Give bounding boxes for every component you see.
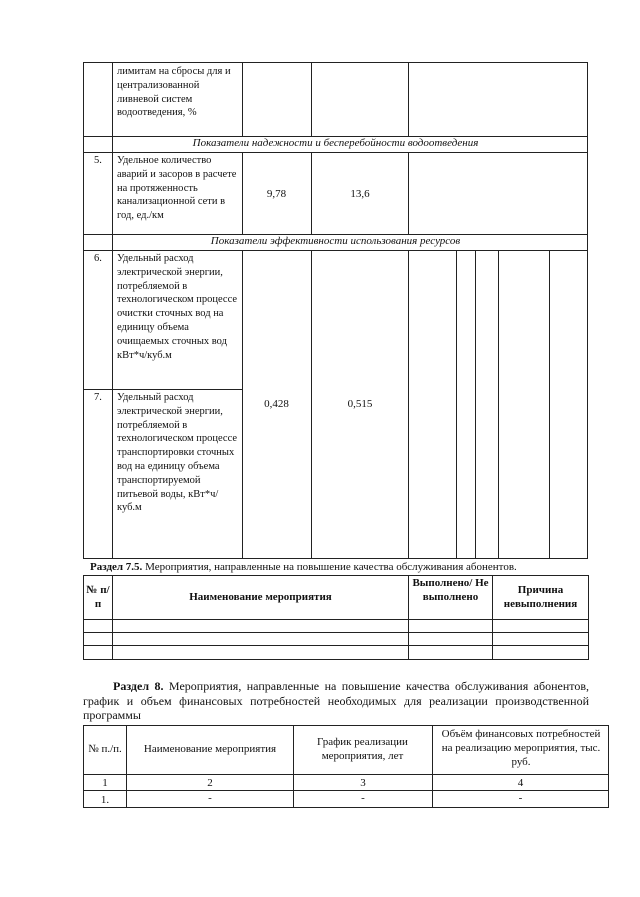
s75-col-name: Наименование мероприятия: [189, 591, 332, 603]
row67-fact-value: 0,515: [347, 398, 373, 410]
row7-name: Удельный расход электрической энергии, потребляемой в технологическом процессе транспортировки сточных вод на единицу объема транспортируемой питьевой воды, кВт*ч/куб.м: [117, 392, 238, 514]
s8-row1-finance: -: [518, 792, 523, 804]
row5-plan-value: 9,78: [266, 188, 287, 200]
s8-index-3: 3: [360, 777, 366, 789]
s8-col-schedule: График реализации мероприятия, лет: [317, 736, 408, 762]
section75-heading: [90, 561, 517, 573]
row5-number: 5.: [94, 155, 102, 166]
row67-plan-value: 0,428: [264, 398, 289, 410]
row7-number: 7.: [94, 392, 102, 403]
limit-row-text: лимитам на сбросы для и централизованной ливневой систем водоотведения, %: [117, 66, 231, 119]
row5-name: Удельное количество аварий и засоров в расчете на протяженность канализационной сети в год, ед./км: [117, 155, 237, 222]
s8-row1-num: 1.: [100, 794, 110, 806]
s75-col-reason: Причина невыполнения: [503, 584, 578, 610]
s8-col-num: № п./п.: [88, 743, 122, 755]
s8-index-2: 2: [207, 777, 213, 789]
row6-name: Удельный расход электрической энергии, потребляемой в технологическом процессе очистки сточных вод на единицу объема очищаемых сточных вод кВт*ч/куб.м: [117, 253, 238, 361]
section8-text: Мероприятия, направленные на повышение качества обслуживания абонентов, график и объем финансовых потребностей необходимых для реализации производственной программы: [83, 679, 589, 722]
section75-label: Раздел 7.5.: [90, 561, 143, 573]
row6-number: 6.: [94, 253, 102, 264]
section8-heading: [83, 679, 589, 723]
s8-row1-schedule: -: [361, 792, 365, 804]
s8-row1-name: -: [208, 792, 212, 804]
s75-col-status: Выполнено/ Не выполнено: [412, 577, 489, 603]
section-efficiency-title: Показатели эффективности использования ресурсов: [210, 235, 461, 247]
section8-label: Раздел 8.: [113, 679, 164, 693]
s8-col-name: Наименование мероприятия: [143, 743, 277, 755]
section75-text: Мероприятия, направленные на повышение качества обслуживания абонентов.: [142, 561, 517, 573]
s8-col-finance: Объём финансовых потребностей на реализацию мероприятия, тыс. руб.: [441, 728, 601, 768]
s8-index-4: 4: [517, 777, 524, 789]
s8-index-1: 1: [102, 777, 108, 789]
s75-col-num: № п/п: [86, 584, 110, 610]
row5-fact-value: 13,6: [350, 188, 370, 200]
section-reliability-title: Показатели надежности и бесперебойности водоотведения: [192, 137, 479, 149]
